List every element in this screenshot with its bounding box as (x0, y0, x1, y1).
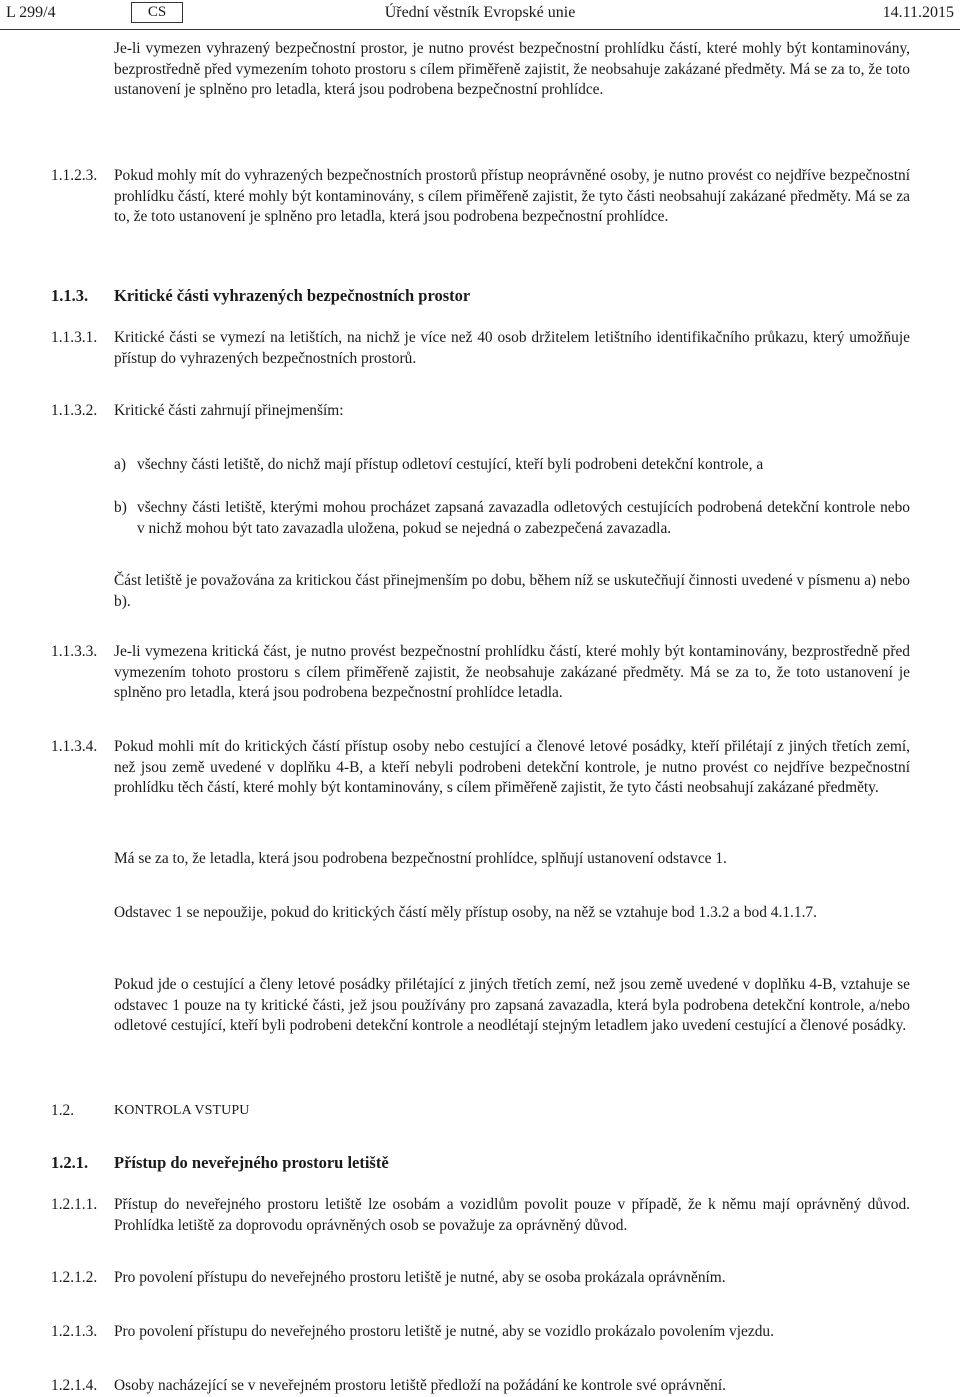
section-number: 1.1.2.3. (51, 167, 98, 184)
section-heading: Kritické části vyhrazených bezpečnostních prostor (114, 286, 471, 305)
section-number: 1.1.3.4. (51, 738, 98, 755)
section-text: Je-li vymezena kritická část, je nutno provést bezpečnostní prohlídku částí, které mohly být kontaminovány, bezprostředně před vymezením tohoto prostoru s cílem přiměřeně zajistit, že neobsahuje zakázané předměty. Má se za to, že toto ustanovení je splněno pro letadla, která jsou podrobena bezpečnostní prohlídce letadla. (114, 643, 910, 702)
section-text: Přístup do neveřejného prostoru letiště lze osobám a vozidlům povolit pouze v případě, že k němu mají oprávněný důvod. Prohlídka letiště za doprovodu oprávněných osob se považuje za oprávněný důvod. (114, 1196, 910, 1234)
section-number: 1.2.1.1. (51, 1196, 98, 1213)
section-text: Pro povolení přístupu do neveřejného prostoru letiště je nutné, aby se osoba prokázala oprávněním. (114, 1269, 726, 1286)
page-reference: L 299/4 (6, 4, 56, 21)
section-number: 1.1.3. (51, 286, 89, 305)
section-text: Kritické části zahrnují přinejmenším: (114, 402, 344, 419)
section-number: 1.1.3.3. (51, 643, 98, 660)
section-heading: KONTROLA VSTUPU (114, 1103, 250, 1118)
journal-title: Úřední věstník Evropské unie (384, 4, 576, 21)
header-divider (0, 29, 960, 30)
section-number: 1.2.1.3. (51, 1323, 98, 1340)
section-paragraph: Má se za to, že letadla, která jsou podrobena bezpečnostní prohlídce, splňují ustanovení odstavce 1. (114, 850, 727, 867)
page-header (0, 3, 960, 25)
section-number: 1.1.3.1. (51, 329, 98, 346)
section-paragraph: Pokud jde o cestující a členy letové posádky přilétající z jiných třetích zemí, než jsou země uvedené v doplňku 4-B, vztahuje se odstavec 1 pouze na ty kritické části, jež jsou používány pro zapsaná zavazadla, která byla podrobena detekční kontrole, a/nebo odletové cestující, kteří byli podrobeni detekční kontrole a neodlétají stejným letadlem jako uvedení cestující a členové posádky. (114, 976, 910, 1035)
section-text: Pokud mohli mít do kritických částí přístup osoby nebo cestující a členové letové posádky, kteří přilétají z jiných třetích zemí, než jsou země uvedené v doplňku 4-B, a kteří nebyli podrobeni detekční kontrole, je nutno provést co nejdříve bezpečnostní prohlídku těch částí, které mohly být kontaminovány, s cílem přiměřeně zajistit, že tyto části neobsahují zakázané předměty. (114, 738, 910, 797)
intro-paragraph: Je-li vymezen vyhrazený bezpečnostní prostor, je nutno provést bezpečnostní prohlídku částí, které mohly být kontaminovány, bezprostředně před vymezením tohoto prostoru s cílem přiměřeně zajistit, že neobsahuje zakázané předměty. Má se za to, že toto ustanovení je splněno pro letadla, která jsou podrobena bezpečnostní prohlídce. (114, 40, 910, 99)
section-number: 1.2.1. (51, 1153, 89, 1172)
section-number: 1.2.1.4. (51, 1377, 98, 1394)
list-item-letter: a) (114, 456, 126, 473)
publication-date: 14.11.2015 (882, 4, 954, 21)
section-number: 1.1.3.2. (51, 402, 98, 419)
section-text: Osoby nacházející se v neveřejném prostoru letiště předloží na požádání ke kontrole své oprávnění. (114, 1377, 726, 1394)
section-number: 1.2. (51, 1102, 75, 1119)
list-item-letter: b) (114, 499, 127, 516)
section-text: Pokud mohly mít do vyhrazených bezpečnostních prostorů přístup neoprávněné osoby, je nutno provést co nejdříve bezpečnostní prohlídku částí, které mohly být kontaminovány, s cílem přiměřeně zajistit, že tyto části neobsahují zakázané předměty. Má se za to, že toto ustanovení je splněno pro letadla, která jsou podrobena bezpečnostní prohlídce. (114, 167, 910, 226)
section-heading: Přístup do neveřejného prostoru letiště (114, 1153, 389, 1172)
list-item-text: všechny části letiště, kterými mohou procházet zapsaná zavazadla odletových cestujících podrobená detekční kontrole nebo v nichž mohou být tato zavazadla uložena, pokud se nejedná o zabezpečená zavazadla. (137, 499, 910, 537)
section-paragraph: Část letiště je považována za kritickou část přinejmenším po dobu, během níž se uskutečňují činnosti uvedené v písmenu a) nebo b). (114, 572, 910, 610)
list-item-text: všechny části letiště, do nichž mají přístup odletoví cestující, kteří byli podrobeni detekční kontrole, a (137, 456, 764, 473)
section-text: Pro povolení přístupu do neveřejného prostoru letiště je nutné, aby se vozidlo prokázalo povolením vjezdu. (114, 1323, 774, 1340)
section-number: 1.2.1.2. (51, 1269, 98, 1286)
language-code-box: CS (131, 2, 183, 23)
section-text: Kritické části se vymezí na letištích, na nichž je více než 40 osob držitelem letištního identifikačního průkazu, který umožňuje přístup do vyhrazených bezpečnostních prostorů. (114, 329, 910, 367)
section-paragraph: Odstavec 1 se nepoužije, pokud do kritických částí měly přístup osoby, na něž se vztahuje bod 1.3.2 a bod 4.1.1.7. (114, 904, 817, 921)
